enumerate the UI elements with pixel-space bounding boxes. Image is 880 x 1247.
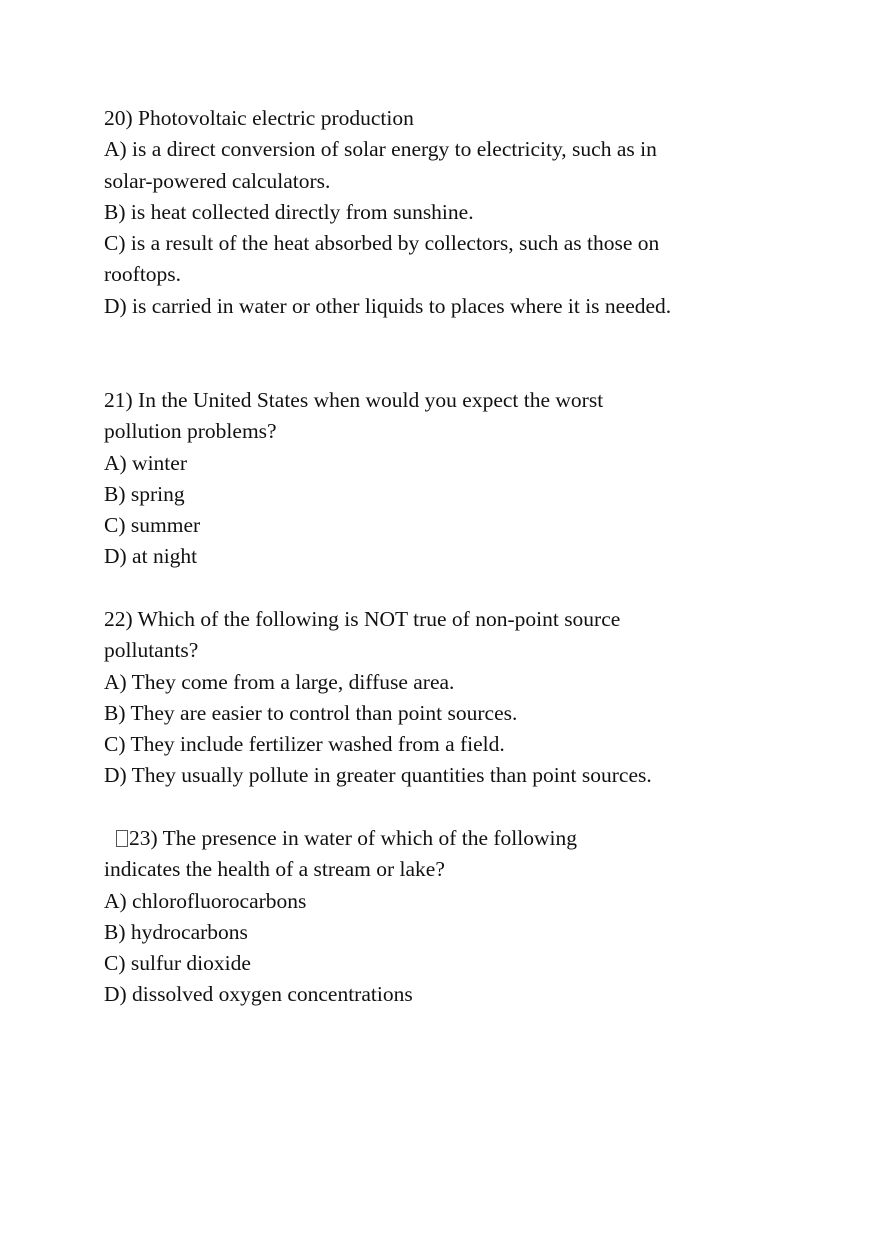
option-line: solar-powered calculators. <box>104 168 331 193</box>
option-line: B) is heat collected directly from sunshine. <box>104 199 474 224</box>
option-line: D) dissolved oxygen concentrations <box>104 982 413 1007</box>
question-stem: 22) Which of the following is NOT true of non-point source <box>104 607 621 631</box>
option-line: C) sulfur dioxide <box>104 951 251 976</box>
option-line: rooftops. <box>104 262 182 287</box>
option-line: A) chlorofluorocarbons <box>104 888 307 913</box>
option-line: A) is a direct conversion of solar energy to electricity, such as in <box>104 137 657 162</box>
question-22 <box>104 604 744 792</box>
option-line: C) They include fertilizer washed from a field. <box>104 732 505 757</box>
option-line: B) They are easier to control than point sources. <box>104 700 518 725</box>
question-stem: pollution problems? <box>104 419 277 444</box>
option-line: D) They usually pollute in greater quantities than point sources. <box>104 763 652 788</box>
option-line: D) at night <box>104 544 198 569</box>
question-stem: pollutants? <box>104 638 199 663</box>
question-20 <box>104 103 744 322</box>
question-stem: 23) The presence in water of which of the following <box>129 826 577 850</box>
missing-glyph-icon <box>116 830 128 847</box>
question-stem: 20) Photovoltaic electric production <box>104 106 414 130</box>
option-line: B) hydrocarbons <box>104 919 248 944</box>
option-line: C) is a result of the heat absorbed by collectors, such as those on <box>104 231 660 256</box>
question-stem-line <box>104 823 744 854</box>
option-line: A) winter <box>104 450 187 475</box>
question-21 <box>104 385 744 573</box>
question-stem: indicates the health of a stream or lake? <box>104 857 445 882</box>
question-23 <box>104 823 744 1011</box>
option-line: D) is carried in water or other liquids to places where it is needed. <box>104 293 672 318</box>
question-stem: 21) In the United States when would you expect the worst <box>104 388 604 412</box>
option-line: B) spring <box>104 481 185 506</box>
option-line: A) They come from a large, diffuse area. <box>104 669 455 694</box>
option-line: C) summer <box>104 513 201 538</box>
